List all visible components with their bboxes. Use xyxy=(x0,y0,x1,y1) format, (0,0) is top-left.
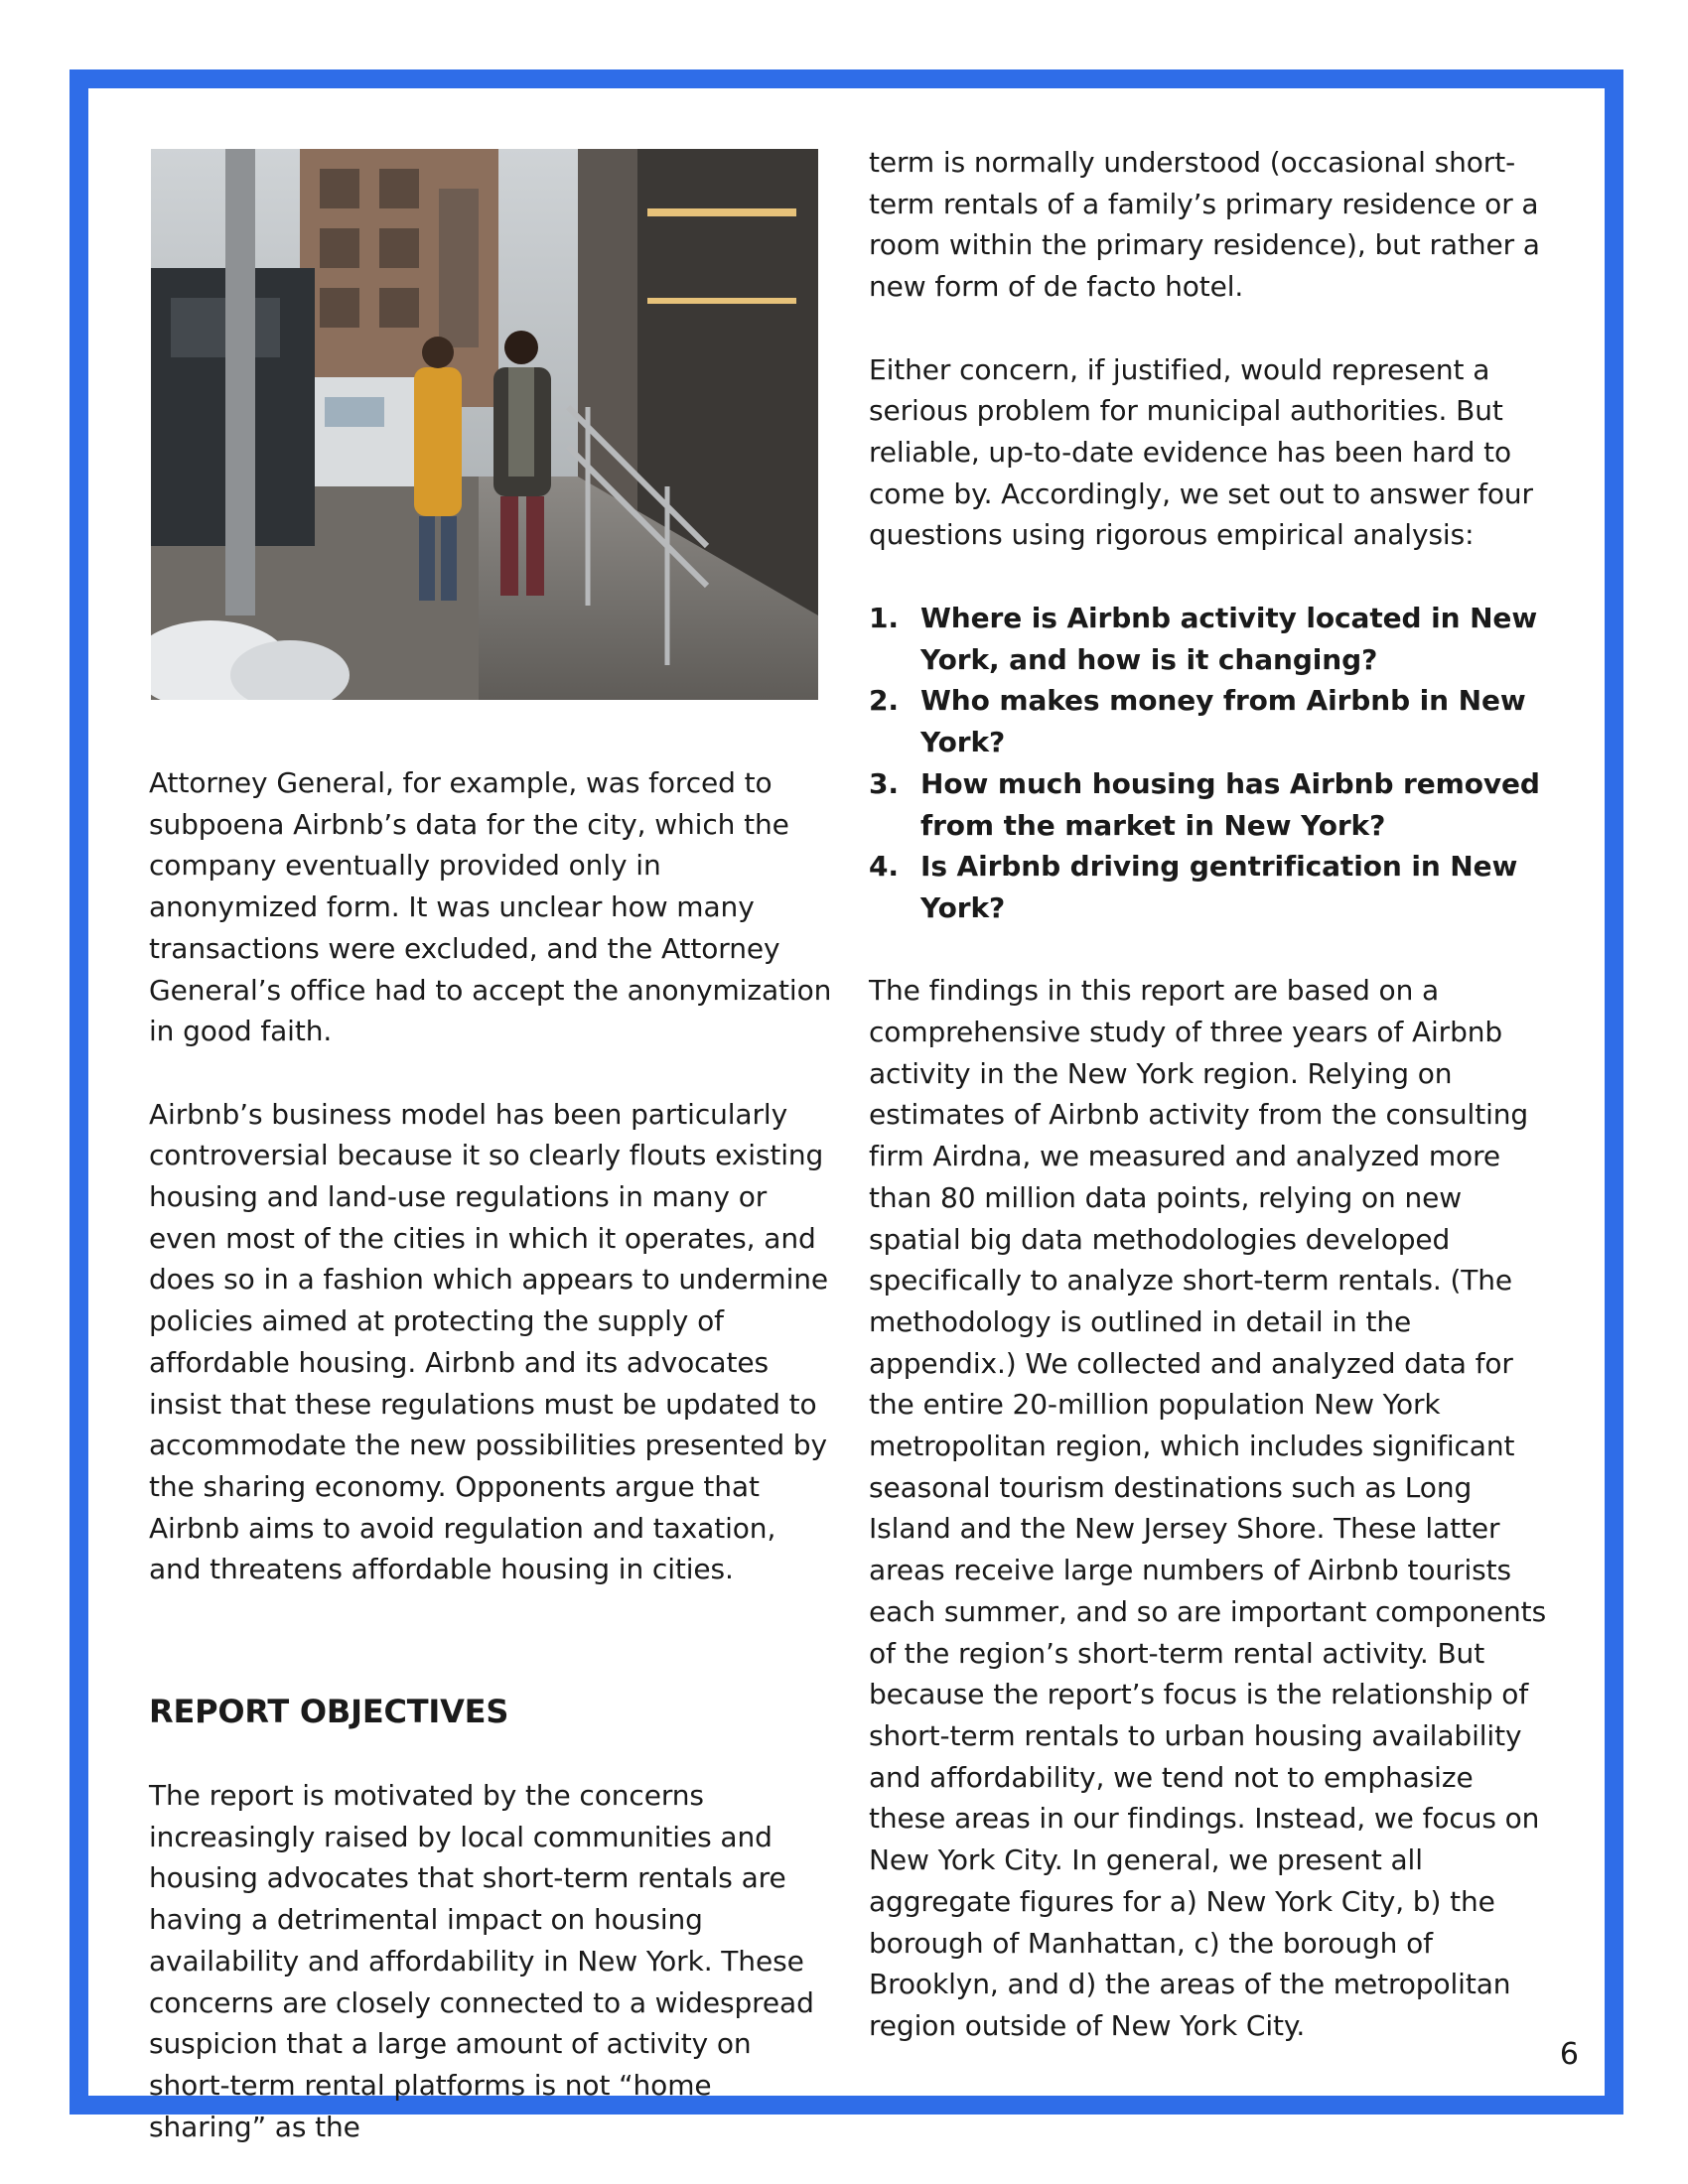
paragraph-business-model: Airbnb’s business model has been particularly controversial because it so clearly flouts existing housing and land-use regulations in many or even most of the cities in which it operates, and does so in a fashion which appears to undermine policies aimed at protecting the supply of affordable housing. Airbnb and its advocates insist that these regulations must be updated to accommodate the new possibilities presented by the sharing economy. Opponents argue that Airbnb aims to avoid regulation and taxation, and threatens affordable housing in cities. xyxy=(149,1097,829,1586)
section-heading-report-objectives: REPORT OBJECTIVES xyxy=(149,1693,509,1731)
paragraph-continued: term is normally understood (occasional short-term rentals of a family’s primary residence or a room within the primary residence), but rather a new form of de facto hotel. xyxy=(869,146,1540,304)
street-photo xyxy=(151,149,818,700)
left-column xyxy=(149,762,834,2147)
research-question-2 xyxy=(869,680,1554,762)
research-question-3 xyxy=(869,763,1554,846)
paragraph-findings: The findings in this report are based on a comprehensive study of three years of Airbnb activity in the New York region. Relying on estimates of Airbnb activity from the consulting firm Airdna, we measured and analyzed more than 80 million data points, relying on new spatial big data methodologies developed specifically to analyze short-term rentals. (The methodology is outlined in detail in the appendix.) We collected and analyzed data for the entire 20-million population New York metropolitan region, which includes significant seasonal tourism destinations such as Long Island and the New Jersey Shore. These latter areas receive large numbers of Airbnb tourists each summer, and so are important components of the region’s short-term rental activity. But because the report’s focus is the relationship of short-term rentals to urban housing availability and affordability, we tend not to emphasize these areas in our findings. Instead, we focus on New York City. In general, we present all aggregate figures for a) New York City, b) the borough of Manhattan, c) the borough of Brooklyn, and d) the areas of the metropolitan region outside of New York City. xyxy=(869,974,1547,2042)
research-question-1 xyxy=(869,598,1554,680)
question-text: Is Airbnb driving gentrification in New York? xyxy=(920,850,1518,924)
paragraph-concern: Either concern, if justified, would represent a serious problem for municipal authorities. But reliable, up-to-date evidence has been hard to come by. Accordingly, we set out to answer four questions using rigorous empirical analysis: xyxy=(869,352,1533,552)
question-number: 3. xyxy=(869,766,899,800)
question-text: How much housing has Airbnb removed from the market in New York? xyxy=(920,766,1540,842)
right-column xyxy=(869,142,1554,2047)
page-number: 6 xyxy=(1559,2037,1579,2072)
question-text: Who makes money from Airbnb in New York? xyxy=(920,684,1526,759)
question-number: 4. xyxy=(869,850,899,884)
question-number: 1. xyxy=(869,602,899,635)
research-question-4 xyxy=(869,846,1554,928)
question-text: Where is Airbnb activity located in New York, and how is it changing? xyxy=(920,602,1538,676)
research-questions-list xyxy=(869,598,1554,929)
street-photo-illustration xyxy=(151,149,818,700)
paragraph-attorney-general: Attorney General, for example, was forced to subpoena Airbnb’s data for the city, which the company eventually provided only in anonymized form. It was unclear how many transactions were excluded, and the Attorney General’s office had to accept the anonymization in good faith. xyxy=(149,766,832,1048)
question-number: 2. xyxy=(869,684,899,718)
paragraph-report-objectives: The report is motivated by the concerns increasingly raised by local communities and housing advocates that short-term rentals are having a detrimental impact on housing availability and affordability in New York. These concerns are closely connected to a widespread suspicion that a large amount of activity on short-term rental platforms is not “home sharing” as the xyxy=(149,1779,814,2143)
